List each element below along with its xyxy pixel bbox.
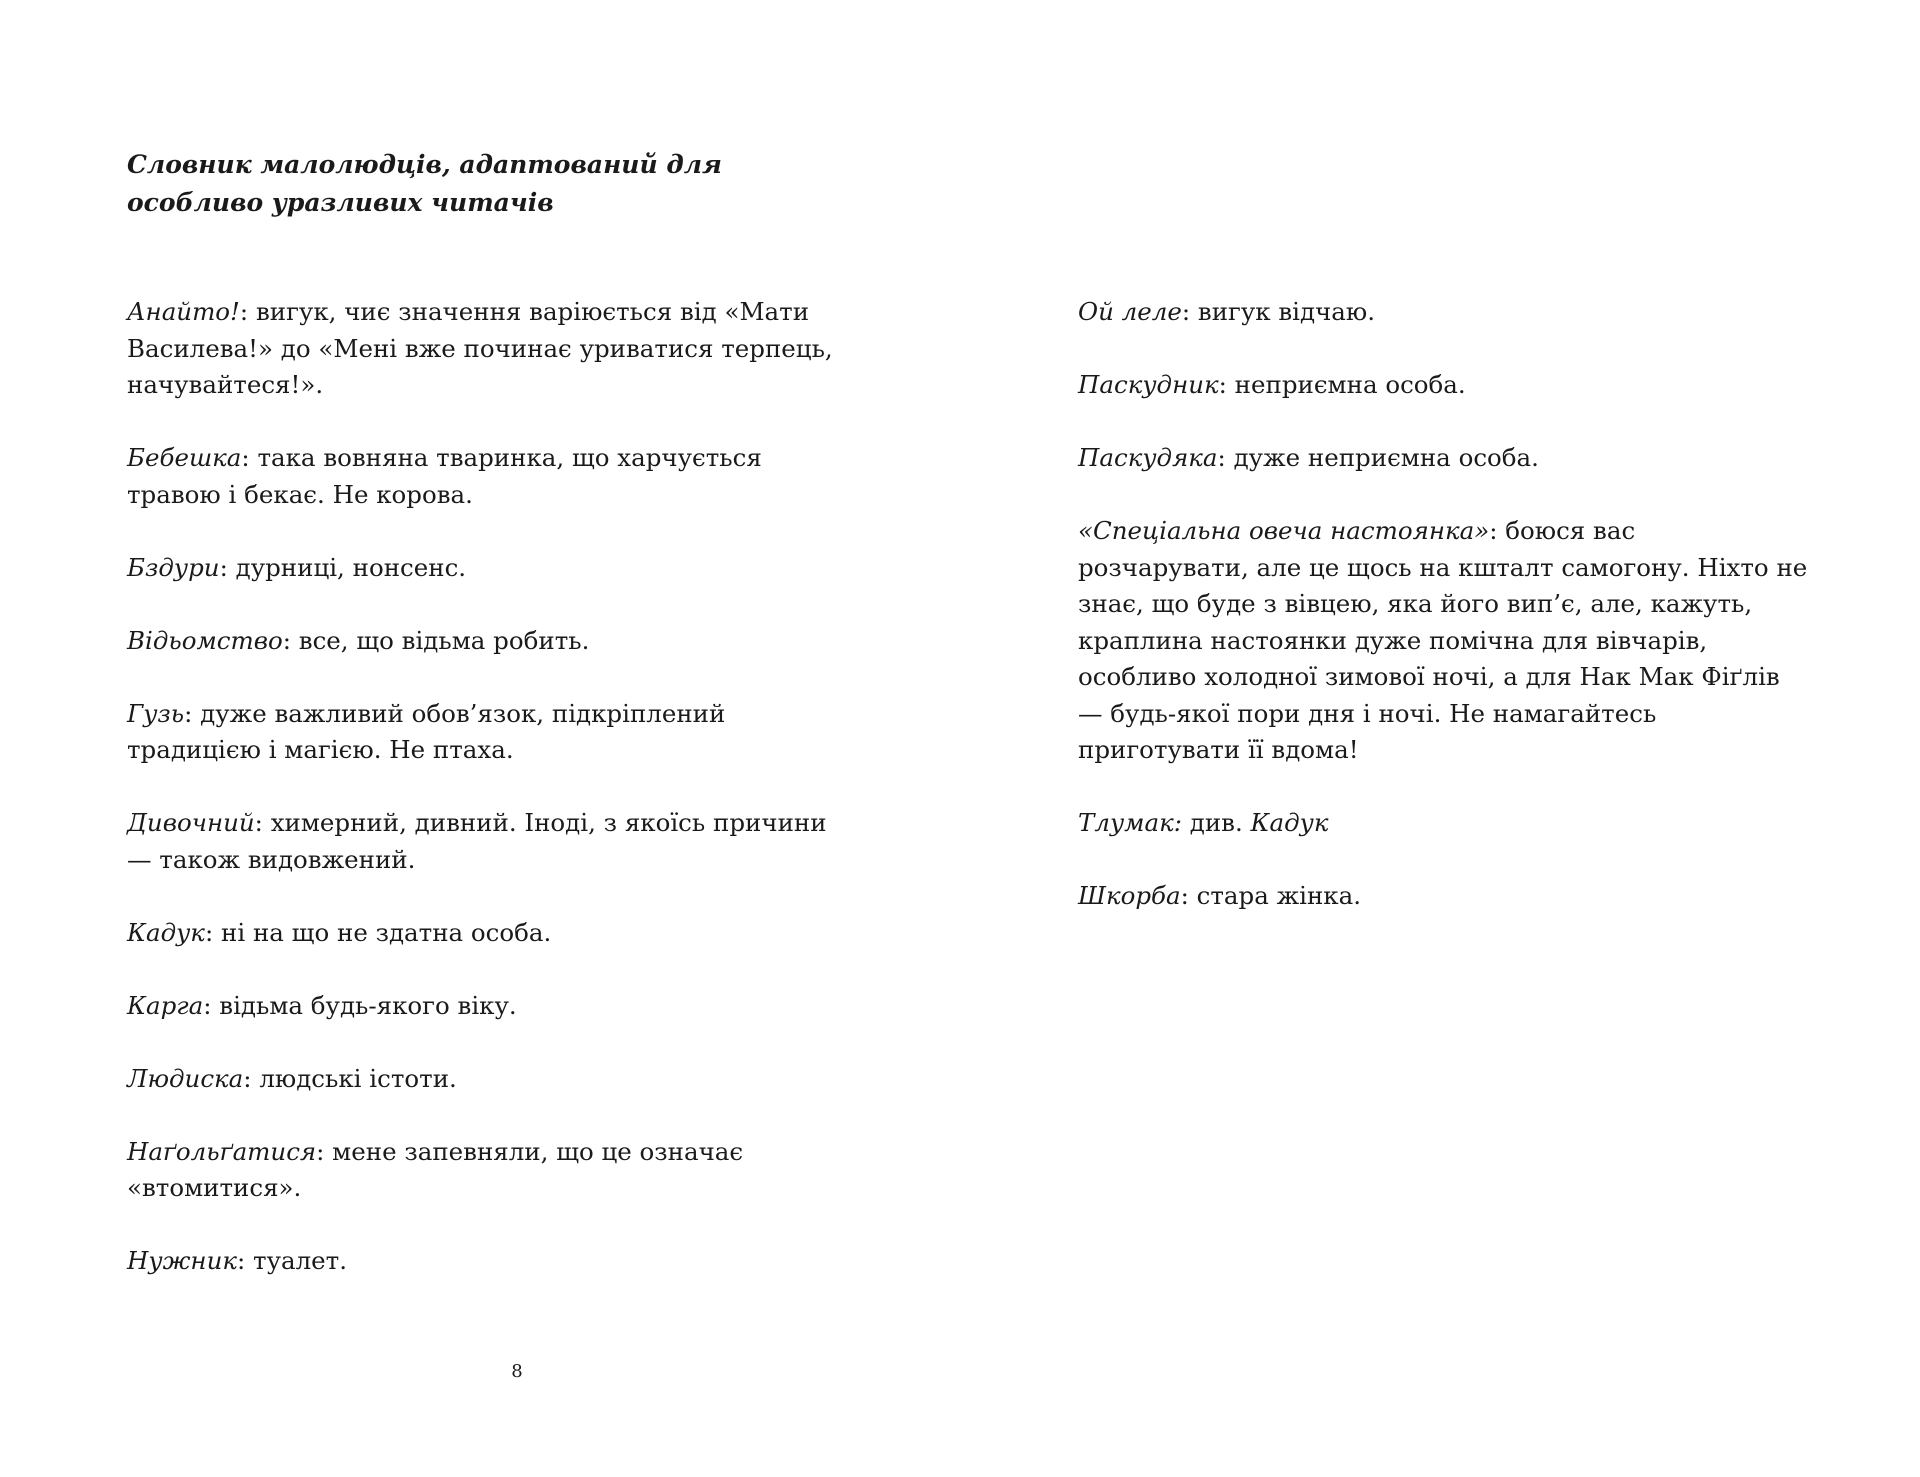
glossary-entry [127, 1134, 857, 1207]
entry-cross-reference: Кадук [1250, 808, 1329, 837]
entry-term: Паскудяка [1078, 443, 1218, 472]
glossary-heading: Словник малолюдців, адаптований для особливо уразливих читачів [127, 150, 722, 217]
entry-definition: : відьма будь-якого віку. [203, 990, 517, 1020]
entry-definition: : мене запевняли, що це означає «втомитися». [127, 1136, 744, 1202]
page-number: 8 [511, 1361, 523, 1382]
entry-definition: : дурниці, нонсенс. [219, 552, 467, 582]
entry-definition: : туалет. [236, 1246, 348, 1275]
entry-definition: : боюся вас розчарувати, але це щось на кшталт самогону. Ніхто не знає, що буде з вівцею, яка його вип’є, але, кажуть, краплина настоянки дуже помічна для вівчарів, особливо холодної зимової ночі, а для Нак Мак Фіґлів — будь-якої пори дня і ночі. Не намагайтесь приготувати її вдома! [1078, 516, 1808, 764]
entry-term: Гузь [127, 698, 185, 728]
glossary-entry [1078, 367, 1808, 404]
entry-definition: : вигук відчаю. [1181, 297, 1376, 326]
entry-definition: : дуже неприємна особа. [1217, 443, 1539, 472]
glossary-entry [1078, 878, 1808, 915]
glossary-entry [127, 1243, 857, 1280]
entry-term: Наґольґатися [127, 1136, 317, 1166]
entry-definition: : вигук, чиє значення варіюється від «Мати Василева!» до «Мені вже починає уриватися терпець, начувайтеся!». [127, 297, 833, 399]
entry-term: Тлумак: [1078, 808, 1190, 837]
entry-definition: : така вовняна тваринка, що харчується травою і бекає. Не корова. [127, 443, 762, 509]
entry-definition: : ні на що не здатна особа. [204, 917, 552, 947]
entry-term: Людиска [127, 1063, 244, 1093]
entry-definition: : дуже важливий обов’язок, підкріплений традицією і магією. Не птаха. [127, 698, 726, 764]
left-page [127, 0, 857, 1477]
entry-term: Бздури [127, 552, 220, 582]
glossary-entry [127, 805, 857, 878]
glossary-entry [127, 550, 857, 587]
glossary-entry [1078, 440, 1808, 477]
entry-term: Бебешка [127, 443, 242, 472]
glossary-entry [127, 294, 857, 404]
glossary-entry [1078, 805, 1808, 842]
entry-term: Карга [127, 990, 204, 1020]
entry-definition: : неприємна особа. [1218, 370, 1466, 399]
entry-definition: : людські істоти. [243, 1063, 457, 1093]
glossary-entry [127, 915, 857, 952]
entry-definition: : стара жінка. [1180, 881, 1362, 910]
glossary-entry [127, 696, 857, 769]
entry-definition: : химерний, дивний. Іноді, з якоїсь причини — також видовжений. [127, 808, 827, 874]
right-entry-list [1078, 294, 1808, 951]
right-page [1078, 0, 1808, 1477]
entry-term: Шкорба [1078, 881, 1181, 910]
glossary-entry [127, 440, 857, 513]
entry-definition: : все, що відьма робить. [282, 625, 590, 655]
glossary-entry [1078, 294, 1808, 331]
entry-term: Анайто! [127, 297, 240, 326]
entry-term: Кадук [127, 917, 205, 947]
left-entry-list [127, 294, 857, 1316]
glossary-entry [127, 988, 857, 1025]
glossary-entry [127, 623, 857, 660]
glossary-entry [1078, 513, 1808, 769]
entry-term: Паскудник [1078, 370, 1219, 399]
entry-term: «Спеціальна овеча настоянка» [1078, 516, 1490, 545]
entry-term: Ой леле [1078, 297, 1182, 326]
glossary-entry [127, 1061, 857, 1098]
entry-term: Відьомство [127, 625, 283, 655]
entry-term: Нужник [127, 1246, 237, 1275]
entry-term: Дивочний [127, 808, 255, 837]
entry-definition: див. [1189, 808, 1251, 837]
